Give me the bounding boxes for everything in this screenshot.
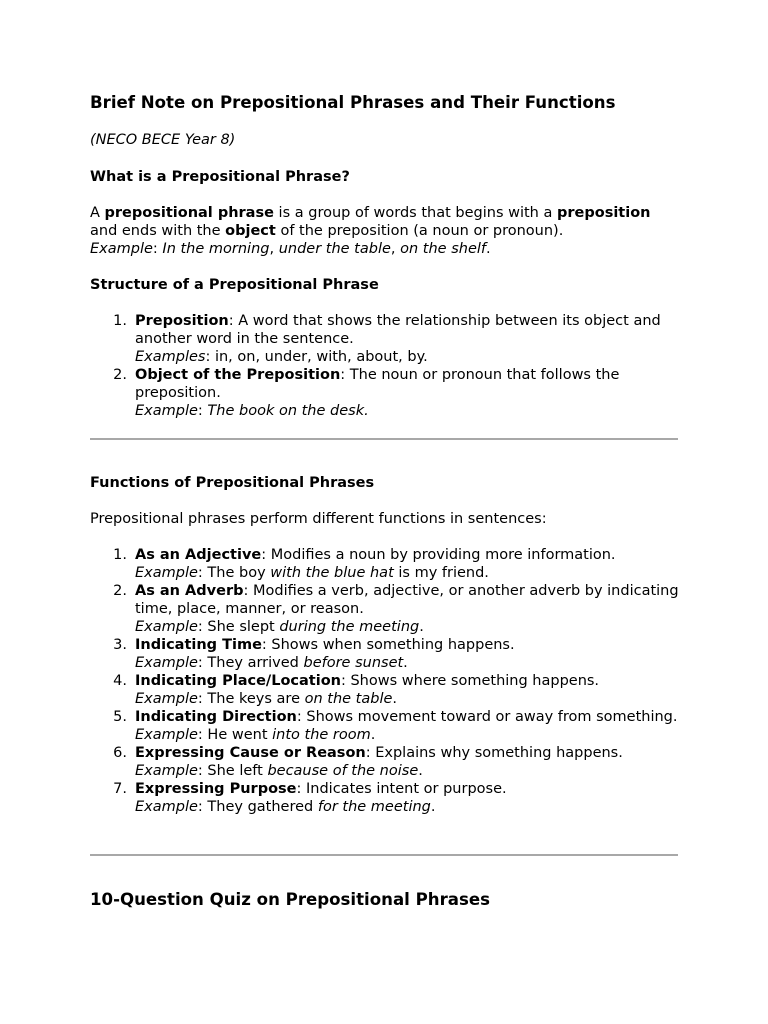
example-phrase: for the meeting bbox=[317, 799, 431, 815]
example-label: Example bbox=[135, 691, 198, 707]
list-term: Object of the Preposition bbox=[135, 367, 341, 383]
example-text: . bbox=[403, 655, 408, 671]
example-phrase: before sunset bbox=[303, 655, 404, 671]
example-label: Example bbox=[135, 799, 198, 815]
list-term: Expressing Purpose bbox=[135, 781, 297, 797]
term-object: object bbox=[225, 223, 276, 239]
list-number: 3. bbox=[113, 637, 127, 653]
example-text: : He went bbox=[197, 727, 273, 743]
section-heading-structure: Structure of a Prepositional Phrase bbox=[90, 277, 379, 293]
list-number: 5. bbox=[113, 709, 127, 725]
page-title: Brief Note on Prepositional Phrases and Their Functions bbox=[90, 93, 616, 112]
horizontal-divider bbox=[90, 438, 678, 440]
list-description: : Modifies a verb, adjective, or another adverb by indicating time, place, manner, or reason. bbox=[135, 583, 679, 617]
example-text: : They arrived bbox=[197, 655, 304, 671]
list-description: : Indicates intent or purpose. bbox=[296, 781, 507, 797]
list-item bbox=[90, 546, 690, 582]
list-item bbox=[90, 636, 690, 672]
list-item bbox=[90, 582, 690, 636]
example-label: Example bbox=[135, 655, 198, 671]
list-item bbox=[90, 780, 690, 816]
list-number: 7. bbox=[113, 781, 127, 797]
list-number: 1. bbox=[113, 313, 127, 329]
example-text: . bbox=[418, 763, 423, 779]
list-term: As an Adjective bbox=[135, 547, 262, 563]
list-item: 2. Object of the Preposition: The noun or pronoun that follows the preposition. Example: The book on the desk. bbox=[90, 366, 690, 420]
list-term: Indicating Direction bbox=[135, 709, 297, 725]
example-label: Example bbox=[135, 403, 198, 419]
list-term: Indicating Place/Location bbox=[135, 673, 341, 689]
example-label: Examples bbox=[135, 349, 206, 365]
horizontal-divider bbox=[90, 854, 678, 856]
functions-list bbox=[90, 546, 690, 816]
list-term: As an Adverb bbox=[135, 583, 244, 599]
example-phrase: into the room bbox=[272, 727, 371, 743]
functions-intro: Prepositional phrases perform different functions in sentences: bbox=[90, 511, 547, 527]
list-term: Preposition bbox=[135, 313, 229, 329]
example-text: . bbox=[370, 727, 376, 743]
list-term: Indicating Time bbox=[135, 637, 262, 653]
list-description: : Modifies a noun by providing more information. bbox=[261, 547, 616, 563]
example-text: : She slept bbox=[197, 619, 280, 635]
example-phrase: because of the noise bbox=[267, 763, 419, 779]
term-preposition: preposition bbox=[556, 205, 651, 221]
example-label: Example bbox=[135, 763, 198, 779]
list-term: Expressing Cause or Reason bbox=[135, 745, 366, 761]
example-phrase: on the table bbox=[304, 691, 393, 707]
quiz-heading: 10-Question Quiz on Prepositional Phrases bbox=[90, 890, 490, 909]
example-text: : The keys are bbox=[197, 691, 305, 707]
list-number: 6. bbox=[113, 745, 127, 761]
list-number: 4. bbox=[113, 673, 127, 689]
list-description: : Shows movement toward or away from something. bbox=[296, 709, 678, 725]
example-label: Example bbox=[135, 565, 198, 581]
list-description: : Shows when something happens. bbox=[261, 637, 515, 653]
example-label: Example bbox=[90, 241, 153, 257]
definition-paragraph: A prepositional phrase is a group of words that begins with a preposition and ends with the object of the preposition (a noun or pronoun). Example: In the morning, under the table, on the shelf. bbox=[90, 205, 651, 257]
list-description: : Shows where something happens. bbox=[340, 673, 600, 689]
example-phrase: with the blue hat bbox=[270, 565, 394, 581]
example-text: is my friend. bbox=[393, 565, 489, 581]
list-description: : Explains why something happens. bbox=[365, 745, 623, 761]
example-text: : She left bbox=[197, 763, 268, 779]
list-number: 2. bbox=[113, 583, 127, 599]
list-number: 1. bbox=[113, 547, 127, 563]
list-item bbox=[90, 672, 690, 708]
section-heading-what: What is a Prepositional Phrase? bbox=[90, 169, 350, 185]
example-text: . bbox=[430, 799, 436, 815]
example-text: : They gathered bbox=[197, 799, 318, 815]
example-text: : The boy bbox=[197, 565, 271, 581]
list-item: 1. Preposition: A word that shows the relationship between its object and another word in the sentence. Examples: in, on, under, with, about, by. bbox=[90, 312, 690, 366]
example-label: Example bbox=[135, 619, 198, 635]
list-item bbox=[90, 744, 690, 780]
list-item bbox=[90, 708, 690, 744]
section-heading-functions: Functions of Prepositional Phrases bbox=[90, 475, 375, 491]
example-phrase: during the meeting bbox=[279, 619, 420, 635]
page-subtitle: (NECO BECE Year 8) bbox=[90, 132, 236, 148]
example-label: Example bbox=[135, 727, 198, 743]
structure-list bbox=[90, 312, 690, 420]
term-prepositional-phrase: prepositional phrase bbox=[104, 205, 274, 221]
example-text: . bbox=[419, 619, 424, 635]
list-number: 2. bbox=[113, 367, 127, 383]
example-text: . bbox=[392, 691, 398, 707]
